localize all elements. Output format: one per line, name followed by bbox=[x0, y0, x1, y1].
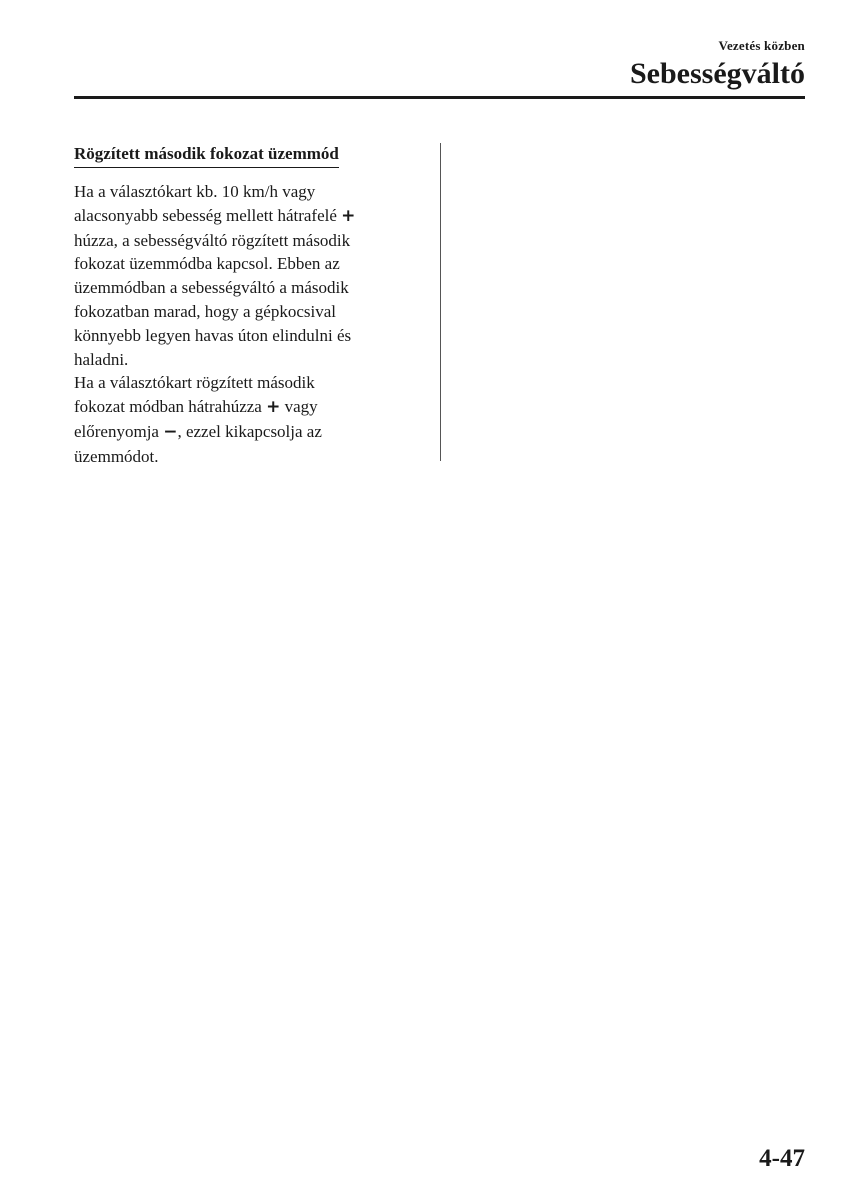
header-rule bbox=[74, 96, 805, 99]
left-column bbox=[74, 143, 422, 469]
text-line: könnyebb legyen havas úton elindulni és bbox=[74, 325, 352, 345]
text-segment: vagy bbox=[284, 397, 318, 417]
text-line: üzemmódban a sebességváltó a második bbox=[74, 278, 349, 298]
text-line bbox=[74, 204, 422, 229]
text-line: húzza, a sebességváltó rögzített második bbox=[74, 230, 351, 250]
column-divider bbox=[440, 143, 441, 461]
paragraph-2 bbox=[74, 371, 422, 468]
minus-icon: − bbox=[163, 421, 178, 442]
text-line: Ha a választókart kb. 10 km/h vagy bbox=[74, 182, 316, 201]
text-line: fokozat üzemmódba kapcsol. Ebben az bbox=[74, 254, 340, 274]
text-line: Ha a választókart rögzített második bbox=[74, 373, 315, 393]
section-heading: Rögzített második fokozat üzemmód bbox=[74, 143, 339, 168]
text-line bbox=[74, 420, 422, 445]
page-number: 4-47 bbox=[759, 1145, 805, 1172]
text-line: haladni. bbox=[74, 349, 129, 369]
page-header bbox=[630, 38, 805, 92]
text-segment: előrenyomja bbox=[74, 421, 159, 441]
section-label: Vezetés közben bbox=[718, 38, 805, 53]
text-segment: fokozat módban hátrahúzza bbox=[74, 397, 262, 417]
page-title: Sebességváltó bbox=[630, 57, 805, 90]
text-line: fokozatban marad, hogy a gépkocsival bbox=[74, 301, 336, 321]
plus-icon: + bbox=[341, 205, 356, 226]
text-segment: , ezzel kikapcsolja az bbox=[177, 421, 322, 441]
text-line: üzemmódot. bbox=[74, 446, 159, 466]
plus-icon: + bbox=[266, 397, 281, 418]
text-line bbox=[74, 395, 422, 420]
text-segment: alacsonyabb sebesség mellett hátrafelé bbox=[74, 205, 337, 225]
paragraph-1 bbox=[74, 180, 422, 371]
